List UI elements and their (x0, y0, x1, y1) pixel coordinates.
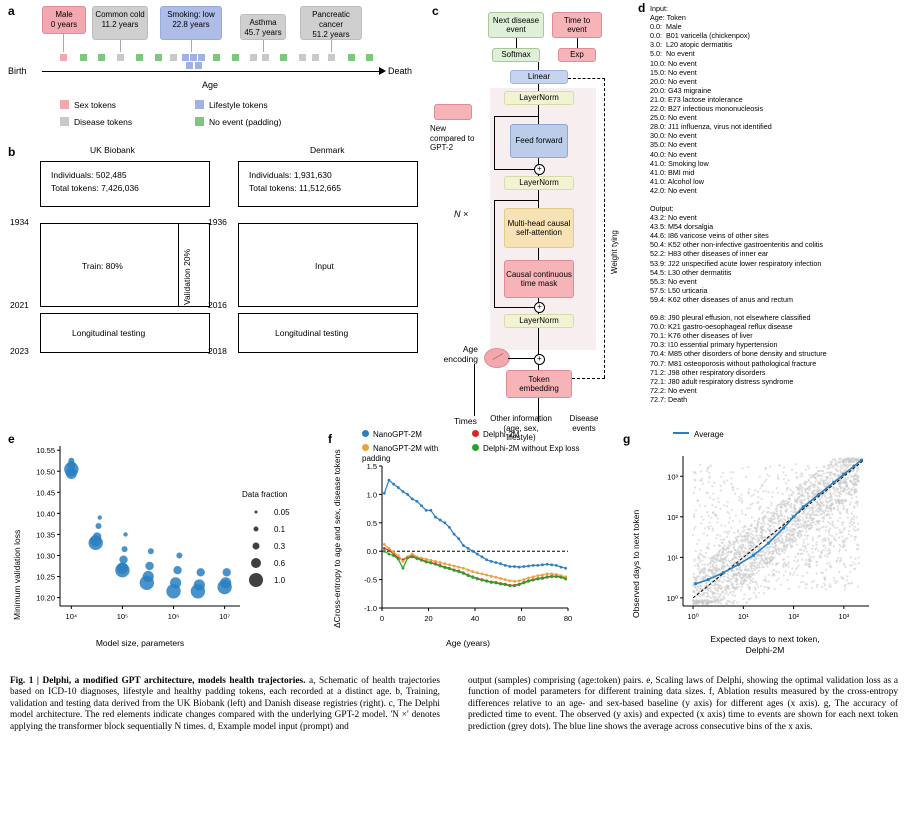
panel-e-letter: e (8, 432, 15, 446)
panel-a (10, 4, 420, 139)
panel-c-letter: c (432, 4, 439, 18)
svg-text:40: 40 (470, 614, 480, 623)
axis-label-age: Age (202, 80, 219, 90)
residual-path (494, 200, 495, 307)
svg-text:10¹: 10¹ (667, 553, 678, 563)
block-exp: Exp (558, 48, 596, 62)
block-multihead-attention: Multi-head causal self-attention (504, 208, 574, 248)
f-legend-item-delphi-noexp: Delphi-2M without Exp loss (472, 444, 582, 454)
svg-text:0.5: 0.5 (366, 518, 377, 528)
input-line: Age: Token (650, 13, 686, 23)
flow-line (538, 248, 539, 260)
input-line: 15.0: No event (650, 67, 697, 77)
residual-path (494, 116, 538, 117)
legend-swatch-icon (195, 100, 204, 109)
input-line: 35.0: No event (650, 140, 697, 150)
caption-text-1: a, Schematic of health trajectories based on ICD-10 diagnoses, lifestyle and healthy padding tokens, each recorded at a distinct age. b, Training, validation and testing data derived from the UK Biobank (left) and Danish disease registries (right). c, The Delphi model architecture. The red elements indicate changes compared with the underlying GPT-2 model. 'N ×' denotes applying the transformer block sequentially N times. d, Example model input (prompt) and (10, 676, 441, 732)
output-lines (650, 213, 918, 404)
marker-noevent (213, 54, 220, 61)
flow-line (538, 84, 539, 91)
input-lines (650, 13, 918, 195)
input-header: Input: (650, 4, 668, 13)
caption-col-1 (10, 676, 440, 733)
svg-text:60: 60 (517, 614, 526, 623)
axis-end-label: Death (388, 66, 413, 76)
token-card-asthma: Asthma 45.7 years (240, 14, 286, 40)
output-line: 59.4: K62 other diseases of anus and rectum (650, 294, 794, 304)
legend-dot-icon (472, 444, 479, 451)
f-legend-item-nanogpt: NanoGPT-2M (362, 430, 422, 439)
weight-tying-connector (568, 78, 605, 80)
figure-caption (10, 676, 908, 733)
residual-path (494, 116, 495, 169)
e-ylabel: Minimum validation loss (12, 529, 22, 620)
ukb-year-bottom: 2023 (10, 346, 29, 356)
block-layernorm-mid: LayerNorm (504, 176, 574, 190)
caption-title: Fig. 1 | Delphi, a modified GPT architecture, models health trajectories. (10, 676, 306, 686)
token-card-male: Male 0 years (42, 6, 86, 34)
legend-sex-tokens: Sex tokens (60, 100, 116, 110)
block-next-disease-event: Next disease event (488, 12, 544, 38)
output-line: 54.5: L30 other dermatitis (650, 267, 732, 277)
block-layernorm-bottom: LayerNorm (504, 314, 574, 328)
f-legend-item-delphi: Delphi-2M (472, 430, 519, 439)
output-line: 44.6: I86 varicose veins of other sites (650, 231, 769, 241)
svg-text:0.05: 0.05 (274, 508, 290, 517)
connector-line (120, 40, 121, 52)
panel-b-letter: b (8, 145, 16, 159)
marker-noevent (155, 54, 162, 61)
f-ylabel: ΔCross-entropy to age and sex, disease tokens (332, 449, 342, 628)
marker-disease (262, 54, 269, 61)
flow-line (538, 328, 539, 350)
denmark-stats-box: Individuals: 1,931,630 Total tokens: 11,512,665 (238, 161, 418, 207)
input-line: 20.0: No event (650, 76, 697, 86)
marker-noevent (280, 54, 287, 61)
svg-text:1.0: 1.0 (274, 576, 286, 585)
times-line (474, 364, 475, 416)
svg-text:10¹: 10¹ (737, 612, 749, 621)
input-line: 3.0: L20 atopic dermatitis (650, 40, 733, 50)
svg-text:10⁷: 10⁷ (219, 612, 231, 621)
connector-line (63, 34, 64, 52)
output-line: 55.3: No event (650, 276, 697, 286)
panel-e (10, 432, 320, 662)
marker-sex (60, 54, 67, 61)
block-token-embedding: Token embedding (506, 370, 572, 398)
n-times-label: N × (454, 209, 469, 219)
legend-line-icon (673, 432, 689, 434)
residual-add-node: + (534, 164, 545, 175)
panel-b (10, 145, 430, 405)
svg-text:0.3: 0.3 (274, 542, 286, 551)
ukbiobank-title: UK Biobank (90, 145, 135, 155)
svg-text:10.20: 10.20 (36, 593, 55, 603)
output-line (650, 304, 918, 313)
marker-disease (170, 54, 177, 61)
svg-text:0.6: 0.6 (274, 559, 286, 568)
token-card-common-cold: Common cold 11.2 years (92, 6, 148, 40)
residual-path (494, 200, 538, 201)
panel-a-letter: a (8, 4, 15, 18)
residual-add-node: + (534, 354, 545, 365)
svg-text:10³: 10³ (838, 612, 850, 621)
svg-text:10²: 10² (667, 512, 678, 522)
marker-noevent (348, 54, 355, 61)
f-legend-item-nanogpt-padding: NanoGPT-2M with padding (362, 444, 439, 463)
svg-text:10⁵: 10⁵ (116, 612, 129, 621)
ukb-year-top: 1934 (10, 217, 29, 227)
dk-input-label: Input (315, 261, 334, 271)
svg-text:10.45: 10.45 (36, 488, 55, 498)
input-line: 21.0: E73 lactose intolerance (650, 94, 743, 104)
input-line: 10.0: No event (650, 58, 697, 68)
marker-noevent (232, 54, 239, 61)
output-line: 70.0: K21 gastro-oesophageal reflux disease (650, 322, 793, 332)
output-header: Output: (650, 203, 674, 213)
svg-text:10.25: 10.25 (36, 572, 55, 582)
flow-line (516, 38, 517, 48)
svg-text:10.55: 10.55 (36, 446, 55, 456)
legend-dot-icon (472, 430, 479, 437)
residual-path (494, 169, 534, 170)
output-line: 70.3: I10 essential primary hypertension (650, 340, 778, 350)
caption-text-2: output (samples) comprising (age:token) pairs. e, Scaling laws of Delphi, showing the optimal validation loss as a function of model parameters for different training data sizes. f, Ablation results measured by the cross-entropy differences relative to an age- and sex-based baseline (y axis) for different ages (x axis). g, The accuracy of predicted time to event. The observed (y axis) and expected (x axis) time to events are shown for each next token prediction (grey dots). The blue line shows the average across consecutive bins of the x axis. (468, 676, 898, 732)
svg-text:20: 20 (424, 614, 433, 623)
dk-year-bottom: 2018 (208, 346, 227, 356)
flow-line (538, 190, 539, 208)
g-xlabel (665, 634, 865, 656)
output-line: 70.7: M81 osteoporosis without pathological fracture (650, 358, 817, 368)
block-softmax: Softmax (492, 48, 540, 62)
weight-tying-label: Weight tying (610, 230, 619, 274)
input-line: 30.0: No event (650, 131, 697, 141)
e-plot (26, 440, 246, 630)
legend-lifestyle-tokens: Lifestyle tokens (195, 100, 268, 110)
legend-dot-icon (362, 430, 369, 437)
marker-lifestyle (198, 54, 205, 61)
ukb-longitudinal-label: Longitudinal testing (72, 328, 146, 338)
input-line: 41.0: Alcohol low (650, 176, 704, 186)
marker-disease (328, 54, 335, 61)
disease-events-label: Disease events (569, 414, 599, 433)
legend-swatch-icon (195, 117, 204, 126)
g-ylabel: Observed days to next token (631, 509, 641, 618)
legend-disease-tokens: Disease tokens (60, 117, 132, 127)
output-line: 69.8: J90 pleural effusion, not elsewhere classified (650, 313, 811, 323)
marker-noevent (80, 54, 87, 61)
flow-line (538, 62, 539, 70)
flow-line (577, 38, 578, 48)
output-line: 52.2: H83 other diseases of inner ear (650, 249, 769, 259)
block-causal-time-mask: Causal continuous time mask (504, 260, 574, 298)
output-line: 70.4: M85 other disorders of bone density and structure (650, 349, 827, 359)
input-line: 5.0: No event (650, 49, 695, 59)
residual-path (494, 307, 534, 308)
output-line: 50.4: K52 other non-infective gastroenteritis and colitis (650, 240, 823, 250)
svg-text:-0.5: -0.5 (364, 575, 377, 585)
age-encoding-label: Age encoding (443, 344, 478, 364)
g-xlabel-line2: Delphi-2M (745, 645, 785, 655)
output-line: 72.2: No event (650, 385, 697, 395)
marker-lifestyle (182, 54, 189, 61)
output-line: 57.5: L50 urticaria (650, 285, 708, 295)
denmark-title: Denmark (310, 145, 345, 155)
svg-text:1.5: 1.5 (366, 462, 377, 471)
marker-disease (250, 54, 257, 61)
svg-text:10.50: 10.50 (36, 467, 55, 477)
svg-text:10.40: 10.40 (36, 509, 55, 519)
marker-noevent (136, 54, 143, 61)
f-xlabel: Age (years) (446, 638, 490, 648)
svg-text:1.0: 1.0 (366, 490, 377, 500)
input-line: 40.0: No event (650, 149, 697, 159)
flow-line (538, 105, 539, 124)
marker-lifestyle (195, 62, 202, 69)
token-card-smoking: Smoking: low 22.8 years (160, 6, 222, 40)
svg-text:80: 80 (563, 614, 573, 623)
marker-disease (312, 54, 319, 61)
ukb-year-mid: 2021 (10, 300, 29, 310)
connector-line (191, 40, 192, 52)
svg-text:-1.0: -1.0 (364, 604, 377, 613)
connector-line (331, 40, 332, 52)
panel-g (625, 432, 918, 662)
ukb-train-label: Train: 80% (82, 261, 123, 271)
svg-text:10⁰: 10⁰ (687, 612, 699, 621)
input-line: 41.0: BMI mid (650, 167, 695, 177)
marker-noevent (366, 54, 373, 61)
output-line: 72.1: J80 adult respiratory distress syndrome (650, 376, 794, 386)
output-line: 53.9: J22 unspecified acute lower respiratory infection (650, 258, 822, 268)
times-label: Times (454, 416, 477, 426)
panel-d-letter: d (638, 1, 646, 15)
token-card-pancreatic-cancer: Pancreatic cancer 51.2 years (300, 6, 362, 40)
age-axis (42, 71, 380, 72)
output-line: 70.1: K76 other diseases of liver (650, 331, 753, 341)
dk-longitudinal-label: Longitudinal testing (275, 328, 349, 338)
input-line: 25.0: No event (650, 113, 697, 123)
ukb-split-line (178, 223, 179, 307)
svg-text:0.1: 0.1 (274, 525, 286, 534)
input-line: 22.0: B27 infectious mononucleosis (650, 104, 764, 114)
input-line: 0.0: Male (650, 22, 682, 32)
ukbiobank-stats-box: Individuals: 502,485 Total tokens: 7,426,036 (40, 161, 210, 207)
legend-no-event: No event (padding) (195, 117, 281, 127)
marker-disease (117, 54, 124, 61)
output-line: 71.2: J98 other respiratory disorders (650, 367, 766, 377)
output-line: 43.5: M54 dorsalgia (650, 222, 714, 232)
block-feed-forward: Feed forward (510, 124, 568, 158)
other-information-label: Other information (age, sex, lifestyle) (490, 414, 552, 442)
svg-text:0: 0 (379, 614, 385, 623)
marker-noevent (98, 54, 105, 61)
residual-add-node: + (534, 302, 545, 313)
g-plot (653, 450, 875, 630)
panel-g-letter: g (623, 432, 631, 446)
panel-f (330, 432, 620, 662)
dk-year-top: 1936 (208, 217, 227, 227)
e-legend (242, 502, 322, 592)
legend-dot-icon (362, 444, 369, 451)
input-line: 41.0: Smoking low (650, 158, 709, 168)
axis-arrowhead (379, 67, 386, 75)
connector-line (263, 40, 264, 52)
svg-text:10⁴: 10⁴ (65, 612, 78, 621)
e-legend-title: Data fraction (242, 490, 288, 499)
age-encoding-icon (484, 348, 510, 368)
marker-lifestyle (186, 62, 193, 69)
input-line: 0.0: B01 varicella (chickenpox) (650, 31, 750, 41)
svg-text:10.30: 10.30 (36, 551, 55, 561)
f-plot (354, 462, 574, 630)
weight-tying-connector (572, 378, 605, 380)
panel-d (638, 1, 918, 424)
block-time-to-event: Time to event (552, 12, 602, 38)
input-line: 20.0: G43 migraine (650, 85, 712, 95)
caption-col-2 (468, 676, 898, 733)
svg-text:10²: 10² (788, 612, 800, 621)
legend-swatch-icon (60, 100, 69, 109)
block-linear: Linear (510, 70, 568, 84)
svg-text:0.0: 0.0 (366, 547, 377, 557)
e-xlabel: Model size, parameters (95, 638, 185, 648)
svg-text:10³: 10³ (667, 472, 678, 482)
output-line: 72.7: Death (650, 394, 688, 404)
block-layernorm-top: LayerNorm (504, 91, 574, 105)
input-line: 28.0: J11 influenza, virus not identified (650, 122, 772, 132)
svg-text:10.35: 10.35 (36, 530, 55, 540)
legend-new-label: New compared to GPT-2 (430, 124, 475, 152)
dk-year-mid: 2016 (208, 300, 227, 310)
svg-text:10⁰: 10⁰ (666, 593, 678, 603)
ukb-validation-label: Validation 20% (182, 248, 192, 305)
output-line: 43.2: No event (650, 213, 697, 223)
axis-start-label: Birth (8, 66, 27, 76)
legend-new-swatch (434, 104, 472, 120)
svg-text:10⁶: 10⁶ (167, 612, 180, 621)
marker-disease (299, 54, 306, 61)
g-legend: Average (673, 430, 724, 439)
age-encoding-connector (508, 358, 534, 359)
marker-lifestyle (190, 54, 197, 61)
input-line: 42.0: No event (650, 185, 697, 195)
panel-f-letter: f (328, 432, 332, 446)
g-xlabel-line1: Expected days to next token, (710, 634, 820, 644)
legend-swatch-icon (60, 117, 69, 126)
weight-tying-line (604, 78, 605, 378)
